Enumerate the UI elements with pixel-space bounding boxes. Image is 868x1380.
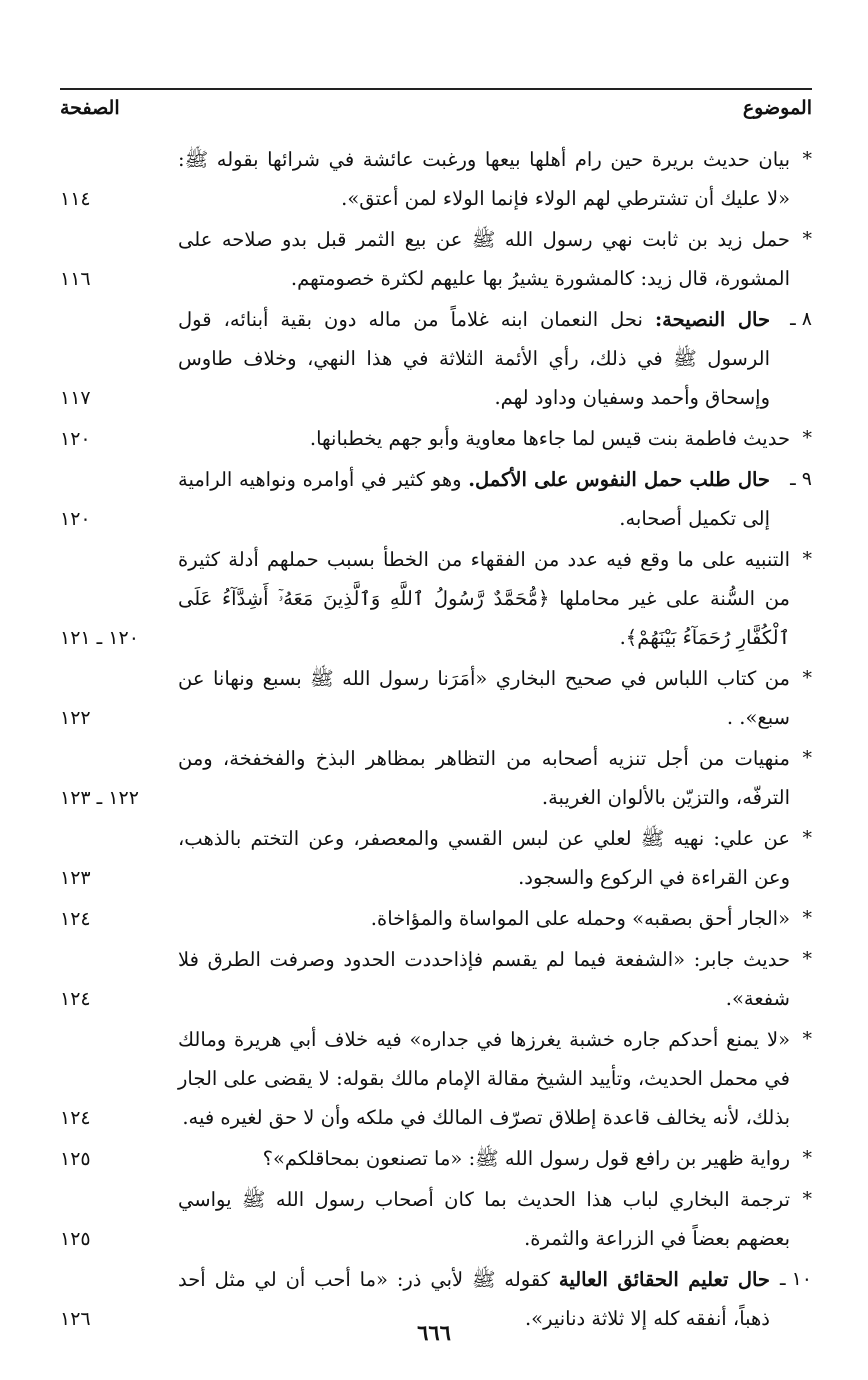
index-entry — [60, 300, 812, 417]
entry-text: حديث جابر: «الشفعة فيما لم يقسم فإذاحددت الحدود وصرفت الطرق فلا شفعة». — [178, 948, 790, 1010]
page-reference: ١١٦ — [60, 268, 91, 290]
page-reference: ١٢٥ — [60, 1228, 91, 1250]
entry-text: حديث فاطمة بنت قيس لما جاءها معاوية وأبو جهم يخطبانها. — [309, 427, 790, 450]
index-entry — [60, 1020, 812, 1137]
index-entry — [60, 739, 812, 817]
bullet-marker: * — [802, 747, 812, 769]
section-number: ١٠ ـ — [779, 1268, 812, 1290]
bullet-marker: * — [802, 548, 812, 570]
entry-text: «لا يمنع أحدكم جاره خشبة يغرزها في جداره» فيه خلاف أبي هريرة ومالك في محمل الحديث، وتأييد الشيخ مقالة الإمام مالك بقوله: لا يقضى على الجار بذلك، لأنه يخالف قاعدة إطلاق تصرّف المالك في ملكه وأن لا حق لغيره فيه. — [178, 1028, 790, 1129]
index-entry — [60, 540, 812, 657]
entry-text: نحل النعمان ابنه غلاماً من ماله دون بقية أبنائه، قول الرسول ﷺ في ذلك، رأي الأئمة الثلاثة في هذا النهي، وخلاف طاوس وإسحاق وأحمد وسفيان وداود لهم. — [178, 308, 770, 409]
bullet-marker: * — [802, 1147, 812, 1169]
entry-heading: حال النصيحة: — [654, 308, 771, 331]
bullet-marker: * — [802, 148, 812, 170]
entry-text: وهو كثير في أوامره ونواهيه الرامية إلى تكميل أصحابه. — [178, 468, 770, 530]
bullet-marker: * — [802, 228, 812, 250]
index-entry — [60, 940, 812, 1018]
page-reference: ١٢٢ — [60, 707, 91, 729]
entry-text: عن علي: نهيه ﷺ لعلي عن لبس القسي والمعصفر، وعن التختم بالذهب، وعن القراءة في الركوع والسجود. — [178, 827, 790, 889]
bullet-marker: * — [802, 667, 812, 689]
page-reference: ١٢٢ ـ ١٢٣ — [60, 787, 139, 809]
page-number: ٦٦٦ — [417, 1320, 451, 1345]
bullet-marker: * — [802, 1188, 812, 1210]
index-entry — [60, 460, 812, 538]
bullet-marker: * — [802, 1028, 812, 1050]
bullet-marker: * — [802, 427, 812, 449]
table-header — [60, 88, 812, 126]
page-reference: ١٢٤ — [60, 988, 91, 1010]
entry-text: منهيات من أجل تنزيه أصحابه من التظاهر بمظاهر البذخ والفخفخة، ومن الترفّه، والتزيّن بالألوان الغريبة. — [178, 747, 790, 809]
entry-heading: حال تعليم الحقائق العالية — [558, 1268, 770, 1291]
index-entry — [60, 220, 812, 298]
page-reference: ١١٤ — [60, 188, 91, 210]
bullet-marker: * — [802, 948, 812, 970]
entry-text: «الجار أحق بصقبه» وحمله على المواساة والمؤاخاة. — [370, 907, 790, 930]
page-reference: ١٢٣ — [60, 867, 91, 889]
bullet-marker: * — [802, 827, 812, 849]
index-entry — [60, 659, 812, 737]
index-entry — [60, 1139, 812, 1178]
entry-text: حمل زيد بن ثابت نهي رسول الله ﷺ عن بيع الثمر قبل بدو صلاحه على المشورة، قال زيد: كالمشورة يشيرُ بها عليهم لكثرة خصومتهم. — [178, 228, 790, 290]
entry-text: رواية ظهير بن رافع قول رسول الله ﷺ: «ما تصنعون بمحاقلكم»؟ — [262, 1147, 790, 1170]
entry-text: من كتاب اللباس في صحيح البخاري «أمَرَنا رسول الله ﷺ بسبع ونهانا عن سبع». . — [178, 667, 790, 729]
entry-text: بيان حديث بريرة حين رام أهلها بيعها ورغبت عائشة في شرائها بقوله ﷺ: «لا عليك أن تشترطي لهم الولاء فإنما الولاء لمن أعتق». — [178, 148, 790, 210]
page-reference: ١٢٦ — [60, 1308, 91, 1330]
bullet-marker: * — [802, 907, 812, 929]
page-reference: ١١٧ — [60, 387, 91, 409]
page-reference: ١٢٠ — [60, 428, 91, 450]
index-entry — [60, 819, 812, 897]
entry-text: التنبيه على ما وقع فيه عدد من الفقهاء من الخطأ بسبب حملهم أدلة كثيرة من السُّنة على غير محاملها ﴿مُّحَمَّدٌ رَّسُولُ ٱللَّهِ وَٱلَّذِينَ مَعَهُۥٓ أَشِدَّآءُ عَلَى ٱلْكُفَّارِ رُحَمَآءُ بَيْنَهُمْ﴾. — [178, 548, 790, 649]
entry-text: كقوله ﷺ لأبي ذر: «ما أحب أن لي مثل أحد ذهباً، أنفقه كله إلا ثلاثة دنانير». — [178, 1268, 770, 1330]
entry-text: ترجمة البخاري لباب هذا الحديث بما كان أصحاب رسول الله ﷺ يواسي بعضهم بعضاً في الزراعة والثمرة. — [178, 1188, 790, 1250]
page-reference: ١٢٥ — [60, 1148, 91, 1170]
section-number: ٩ ـ — [790, 468, 812, 490]
page-reference: ١٢٤ — [60, 1107, 91, 1129]
index-entry — [60, 419, 812, 458]
page-reference: ١٢٤ — [60, 908, 91, 930]
page-reference: ١٢٠ — [60, 508, 91, 530]
index-entry — [60, 140, 812, 218]
page-reference: ١٢٠ ـ ١٢١ — [60, 627, 139, 649]
index-entry — [60, 899, 812, 938]
page-column-label: الصفحة — [60, 97, 120, 119]
index-entries — [60, 140, 812, 1340]
topic-column-label: الموضوع — [742, 97, 812, 119]
section-number: ٨ ـ — [790, 308, 812, 330]
index-entry — [60, 1180, 812, 1258]
entry-heading: حال طلب حمل النفوس على الأكمل. — [468, 468, 770, 491]
